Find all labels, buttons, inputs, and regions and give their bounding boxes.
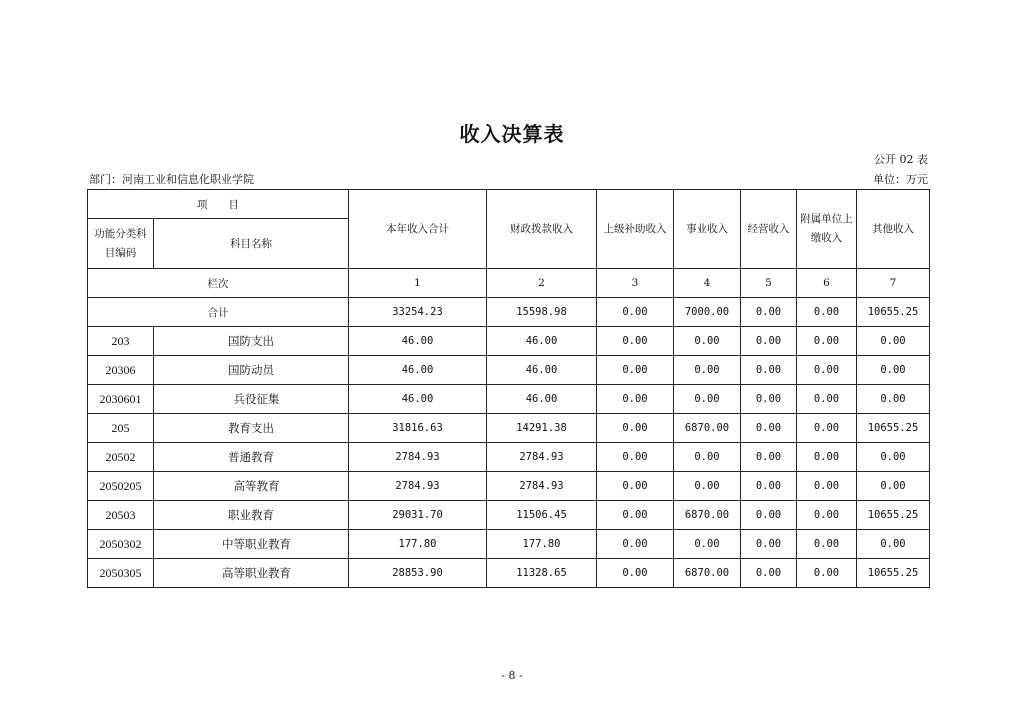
amount-cell: 0.00 xyxy=(741,385,797,414)
function-code: 20502 xyxy=(88,443,154,472)
amount-cell: 0.00 xyxy=(674,356,741,385)
amount-cell: 11506.45 xyxy=(487,501,597,530)
amount-cell: 0.00 xyxy=(857,443,930,472)
col-number: 5 xyxy=(741,269,797,298)
total-value: 33254.23 xyxy=(349,298,487,327)
total-value: 0.00 xyxy=(741,298,797,327)
page-number: - 8 - xyxy=(501,669,523,682)
amount-cell: 46.00 xyxy=(349,356,487,385)
amount-cell: 2784.93 xyxy=(487,443,597,472)
subject-name: 国防支出 xyxy=(154,327,349,356)
amount-cell: 0.00 xyxy=(741,559,797,588)
amount-cell: 0.00 xyxy=(741,443,797,472)
amount-cell: 0.00 xyxy=(741,414,797,443)
table-row xyxy=(88,530,930,559)
unit-label: 单位：万元 xyxy=(873,173,928,186)
amount-cell: 0.00 xyxy=(674,385,741,414)
table-row xyxy=(88,443,930,472)
header-col-affiliated: 附属单位上缴收入 xyxy=(797,190,857,269)
amount-cell: 0.00 xyxy=(741,356,797,385)
amount-cell: 0.00 xyxy=(857,530,930,559)
total-value: 0.00 xyxy=(797,298,857,327)
amount-cell: 0.00 xyxy=(741,501,797,530)
total-row xyxy=(88,298,930,327)
form-number: 公开 02 表 xyxy=(874,153,928,166)
amount-cell: 46.00 xyxy=(487,327,597,356)
amount-cell: 0.00 xyxy=(797,327,857,356)
total-value: 0.00 xyxy=(597,298,674,327)
header-col-business: 事业收入 xyxy=(674,190,741,269)
col-number: 1 xyxy=(349,269,487,298)
subject-name: 普通教育 xyxy=(154,443,349,472)
amount-cell: 2784.93 xyxy=(487,472,597,501)
header-subject-name: 科目名称 xyxy=(154,219,349,269)
amount-cell: 0.00 xyxy=(797,443,857,472)
function-code: 2050305 xyxy=(88,559,154,588)
table-row xyxy=(88,559,930,588)
amount-cell: 0.00 xyxy=(597,356,674,385)
table-row xyxy=(88,414,930,443)
amount-cell: 177.80 xyxy=(487,530,597,559)
total-label: 合计 xyxy=(88,298,349,327)
amount-cell: 0.00 xyxy=(674,472,741,501)
amount-cell: 0.00 xyxy=(797,559,857,588)
total-value: 15598.98 xyxy=(487,298,597,327)
amount-cell: 0.00 xyxy=(597,501,674,530)
amount-cell: 10655.25 xyxy=(857,414,930,443)
header-col-superior: 上级补助收入 xyxy=(597,190,674,269)
amount-cell: 0.00 xyxy=(597,559,674,588)
amount-cell: 0.00 xyxy=(797,530,857,559)
amount-cell: 0.00 xyxy=(597,327,674,356)
table-row xyxy=(88,327,930,356)
amount-cell: 0.00 xyxy=(597,385,674,414)
amount-cell: 0.00 xyxy=(797,385,857,414)
amount-cell: 0.00 xyxy=(857,385,930,414)
income-settlement-table xyxy=(87,189,930,588)
amount-cell: 11328.65 xyxy=(487,559,597,588)
report-title: 收入决算表 xyxy=(459,122,565,146)
amount-cell: 0.00 xyxy=(597,472,674,501)
amount-cell: 0.00 xyxy=(797,414,857,443)
function-code: 205 xyxy=(88,414,154,443)
amount-cell: 0.00 xyxy=(741,327,797,356)
subject-name: 兵役征集 xyxy=(154,385,349,414)
amount-cell: 6870.00 xyxy=(674,501,741,530)
header-col-operating: 经营收入 xyxy=(741,190,797,269)
amount-cell: 31816.63 xyxy=(349,414,487,443)
subject-name: 高等职业教育 xyxy=(154,559,349,588)
header-col-other: 其他收入 xyxy=(857,190,930,269)
header-item: 项 目 xyxy=(88,190,349,219)
amount-cell: 0.00 xyxy=(797,472,857,501)
amount-cell: 0.00 xyxy=(597,530,674,559)
amount-cell: 0.00 xyxy=(741,472,797,501)
amount-cell: 6870.00 xyxy=(674,414,741,443)
amount-cell: 14291.38 xyxy=(487,414,597,443)
function-code: 20306 xyxy=(88,356,154,385)
amount-cell: 46.00 xyxy=(487,356,597,385)
col-number: 6 xyxy=(797,269,857,298)
col-number: 7 xyxy=(857,269,930,298)
subject-name: 职业教育 xyxy=(154,501,349,530)
amount-cell: 46.00 xyxy=(349,327,487,356)
amount-cell: 0.00 xyxy=(857,472,930,501)
function-code: 2050205 xyxy=(88,472,154,501)
function-code: 2030601 xyxy=(88,385,154,414)
table-row xyxy=(88,501,930,530)
amount-cell: 10655.25 xyxy=(857,559,930,588)
amount-cell: 0.00 xyxy=(797,356,857,385)
amount-cell: 46.00 xyxy=(349,385,487,414)
amount-cell: 0.00 xyxy=(857,327,930,356)
table-row xyxy=(88,472,930,501)
amount-cell: 2784.93 xyxy=(349,443,487,472)
col-number: 2 xyxy=(487,269,597,298)
header-func-code: 功能分类科目编码 xyxy=(88,219,154,269)
function-code: 20503 xyxy=(88,501,154,530)
amount-cell: 0.00 xyxy=(597,414,674,443)
amount-cell: 0.00 xyxy=(797,501,857,530)
col-number: 4 xyxy=(674,269,741,298)
total-value: 10655.25 xyxy=(857,298,930,327)
amount-cell: 0.00 xyxy=(597,443,674,472)
department-label: 部门：河南工业和信息化职业学院 xyxy=(89,173,254,186)
header-row-1 xyxy=(88,190,930,219)
amount-cell: 177.80 xyxy=(349,530,487,559)
subject-name: 高等教育 xyxy=(154,472,349,501)
amount-cell: 0.00 xyxy=(674,443,741,472)
amount-cell: 28853.90 xyxy=(349,559,487,588)
amount-cell: 0.00 xyxy=(741,530,797,559)
subject-name: 中等职业教育 xyxy=(154,530,349,559)
subject-name: 国防动员 xyxy=(154,356,349,385)
header-col-total: 本年收入合计 xyxy=(349,190,487,269)
amount-cell: 0.00 xyxy=(674,530,741,559)
amount-cell: 29031.70 xyxy=(349,501,487,530)
amount-cell: 46.00 xyxy=(487,385,597,414)
function-code: 203 xyxy=(88,327,154,356)
column-number-row xyxy=(88,269,930,298)
amount-cell: 2784.93 xyxy=(349,472,487,501)
header-col-fiscal: 财政拨款收入 xyxy=(487,190,597,269)
amount-cell: 0.00 xyxy=(857,356,930,385)
subject-name: 教育支出 xyxy=(154,414,349,443)
amount-cell: 6870.00 xyxy=(674,559,741,588)
amount-cell: 0.00 xyxy=(674,327,741,356)
function-code: 2050302 xyxy=(88,530,154,559)
amount-cell: 10655.25 xyxy=(857,501,930,530)
table-row xyxy=(88,356,930,385)
table-row xyxy=(88,385,930,414)
col-number: 3 xyxy=(597,269,674,298)
total-value: 7000.00 xyxy=(674,298,741,327)
lanci-label: 栏次 xyxy=(88,269,349,298)
